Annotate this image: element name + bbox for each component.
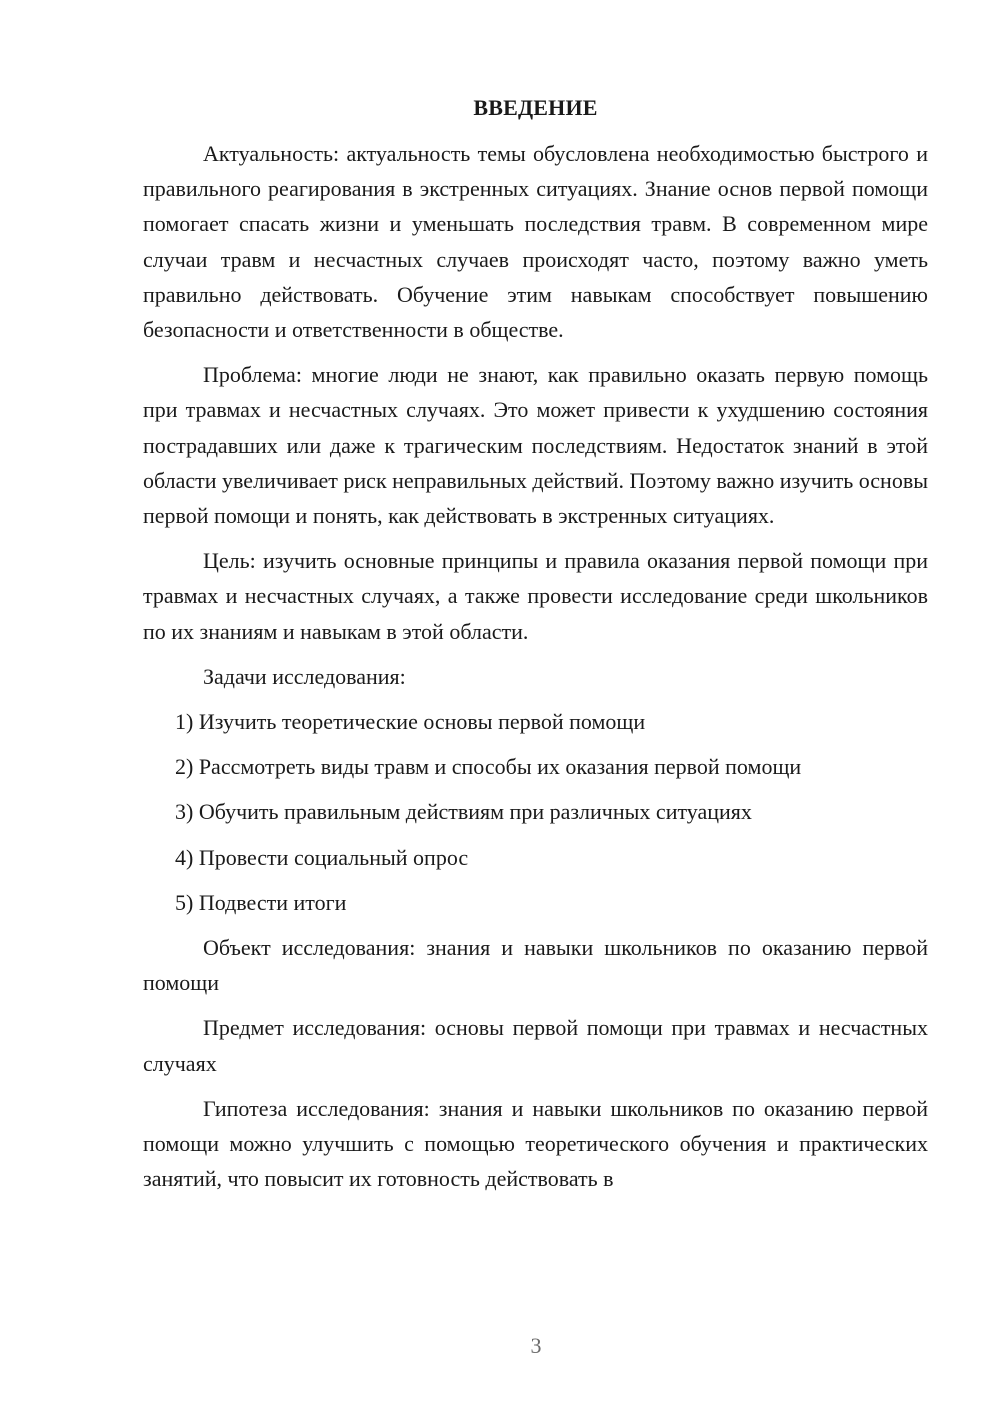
task-item: 5) Подвести итоги bbox=[175, 889, 347, 915]
page-number: 3 bbox=[530, 1333, 542, 1358]
task-item: 2) Рассмотреть виды травм и способы их оказания первой помощи bbox=[175, 754, 802, 780]
paragraph-relevance: Актуальность: актуальность темы обусловлена необходимостью быстрого и правильного реагирования в экстренных ситуациях. Знание основ первой помощи помогает спасать жизни и уменьшать последствия травм. В современном мире случаи травм и несчастных случаев происходят часто, поэтому важно уметь правильно действовать. Обучение этим навыкам способствует повышению безопасности и ответственности в обществе. bbox=[143, 141, 928, 343]
page-content bbox=[143, 94, 928, 1206]
paragraph-subject: Предмет исследования: основы первой помощи при травмах и несчастных случаях bbox=[143, 1015, 928, 1076]
tasks-list bbox=[143, 704, 928, 920]
tasks-heading: Задачи исследования: bbox=[203, 663, 406, 689]
page-title: ВВЕДЕНИЕ bbox=[473, 95, 598, 120]
task-item: 4) Провести социальный опрос bbox=[175, 844, 469, 870]
paragraph-hypothesis: Гипотеза исследования: знания и навыки школьников по оказанию первой помощи можно улучшить с помощью теоретического обучения и практических занятий, что повысит их готовность действовать в bbox=[143, 1095, 928, 1192]
paragraph-object: Объект исследования: знания и навыки школьников по оказанию первой помощи bbox=[143, 935, 928, 996]
task-item: 3) Обучить правильным действиям при различных ситуациях bbox=[175, 799, 752, 825]
paragraph-goal: Цель: изучить основные принципы и правила оказания первой помощи при травмах и несчастных случаях, а также провести исследование среди школьников по их знаниям и навыкам в этой области. bbox=[143, 548, 928, 644]
paragraph-problem: Проблема: многие люди не знают, как правильно оказать первую помощь при травмах и несчастных случаях. Это может привести к ухудшению состояния пострадавших или даже к трагическим последствиям. Недостаток знаний в этой области увеличивает риск неправильных действий. Поэтому важно изучить основы первой помощи и понять, как действовать в экстренных ситуациях. bbox=[143, 362, 928, 529]
task-item: 1) Изучить теоретические основы первой помощи bbox=[175, 709, 646, 735]
